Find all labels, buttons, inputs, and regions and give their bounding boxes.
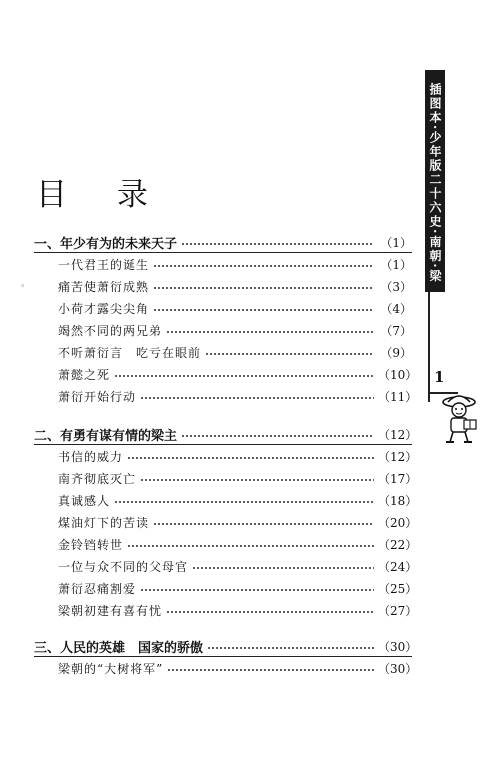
entry-page: （30）: [378, 661, 418, 676]
entry-title: 金铃铛转世: [58, 537, 124, 552]
toc-entry[interactable]: [58, 578, 418, 598]
entry-page: （3）: [380, 279, 412, 294]
toc-entry[interactable]: [58, 364, 418, 384]
entry-title: 萧衍开始行动: [58, 389, 137, 404]
toc-entry[interactable]: [58, 600, 418, 620]
entry-page: （27）: [378, 603, 418, 618]
toc-chapter[interactable]: [34, 636, 418, 656]
dot-leader: [153, 287, 374, 289]
toc-entry[interactable]: [58, 254, 412, 274]
dot-leader: [207, 647, 374, 649]
entry-page: （18）: [378, 493, 418, 508]
dot-leader: [167, 669, 374, 671]
toc-entry[interactable]: [58, 276, 412, 296]
entry-title: 不听萧衍言 吃亏在眼前: [58, 345, 202, 360]
toc-entry[interactable]: [58, 320, 412, 340]
entry-page: （17）: [378, 471, 418, 486]
series-title-sidebar: 插图本·少年版二十六史·南朝·梁: [425, 70, 445, 292]
toc-entry[interactable]: [58, 468, 418, 488]
entry-title: 一代君王的诞生: [58, 257, 150, 272]
entry-title: 煤油灯下的苦读: [58, 515, 150, 530]
entry-title: 萧懿之死: [58, 367, 111, 382]
toc-entry[interactable]: [58, 658, 418, 678]
chapter-page: （30）: [378, 639, 418, 654]
toc-entry[interactable]: [58, 490, 418, 510]
dot-leader: [205, 353, 374, 355]
dot-leader: [181, 243, 374, 245]
entry-page: （25）: [378, 581, 418, 596]
entry-page: （24）: [378, 559, 418, 574]
entry-title: 梁朝的“大树将军”: [58, 661, 164, 676]
entry-title: 小荷才露尖尖角: [58, 301, 150, 316]
dot-leader: [192, 567, 374, 569]
chapter-underline: [34, 656, 412, 657]
entry-title: 萧衍忍痛割爱: [58, 581, 137, 596]
dot-leader: [166, 611, 374, 613]
entry-page: （10）: [378, 367, 418, 382]
dot-leader: [166, 331, 374, 333]
entry-page: （7）: [380, 323, 412, 338]
toc-entry[interactable]: [58, 556, 418, 576]
chapter-underline: [34, 444, 412, 445]
toc-chapter[interactable]: [34, 232, 412, 252]
chapter-title: 二、有勇有谋有情的梁主: [34, 428, 178, 444]
toc-entry[interactable]: [58, 342, 412, 362]
dot-leader: [127, 545, 374, 547]
dot-leader: [153, 523, 374, 525]
entry-title: 真诚感人: [58, 493, 111, 508]
dot-leader: [114, 501, 374, 503]
entry-page: （12）: [378, 449, 418, 464]
chapter-page: （12）: [378, 427, 418, 442]
toc-chapter[interactable]: [34, 424, 418, 444]
toc-entry[interactable]: [58, 386, 418, 406]
chapter-title: 三、人民的英雄 国家的骄傲: [34, 640, 204, 656]
chapter-underline: [34, 252, 412, 253]
chapter-title: 一、年少有为的未来天子: [34, 236, 178, 252]
dot-leader: [114, 375, 374, 377]
entry-page: （9）: [380, 345, 412, 360]
toc-entry[interactable]: [58, 298, 412, 318]
chapter-page: （1）: [380, 235, 412, 250]
entry-title: 痛苦使萧衍成熟: [58, 279, 150, 294]
toc-entry[interactable]: [58, 512, 418, 532]
dot-leader: [140, 397, 374, 399]
toc-entry[interactable]: [58, 534, 418, 554]
dot-leader: [140, 589, 374, 591]
page-title: 目 录: [36, 176, 168, 213]
entry-page: （1）: [380, 257, 412, 272]
dot-leader: [181, 435, 374, 437]
entry-page: （4）: [380, 301, 412, 316]
entry-page: （20）: [378, 515, 418, 530]
entry-title: 梁朝初建有喜有忧: [58, 603, 163, 618]
dot-leader: [140, 479, 374, 481]
entry-title: 一位与众不同的父母官: [58, 559, 189, 574]
dot-leader: [153, 265, 374, 267]
print-speck: ◦: [20, 282, 26, 292]
entry-page: （22）: [378, 537, 418, 552]
entry-title: 南齐彻底灭亡: [58, 471, 137, 486]
entry-title: 书信的威力: [58, 449, 124, 464]
entry-page: （11）: [378, 389, 418, 404]
toc-entry[interactable]: [58, 446, 418, 466]
dot-leader: [153, 309, 374, 311]
dot-leader: [127, 457, 374, 459]
entry-title: 竭然不同的两兄弟: [58, 323, 163, 338]
page-number: 1: [434, 368, 445, 386]
